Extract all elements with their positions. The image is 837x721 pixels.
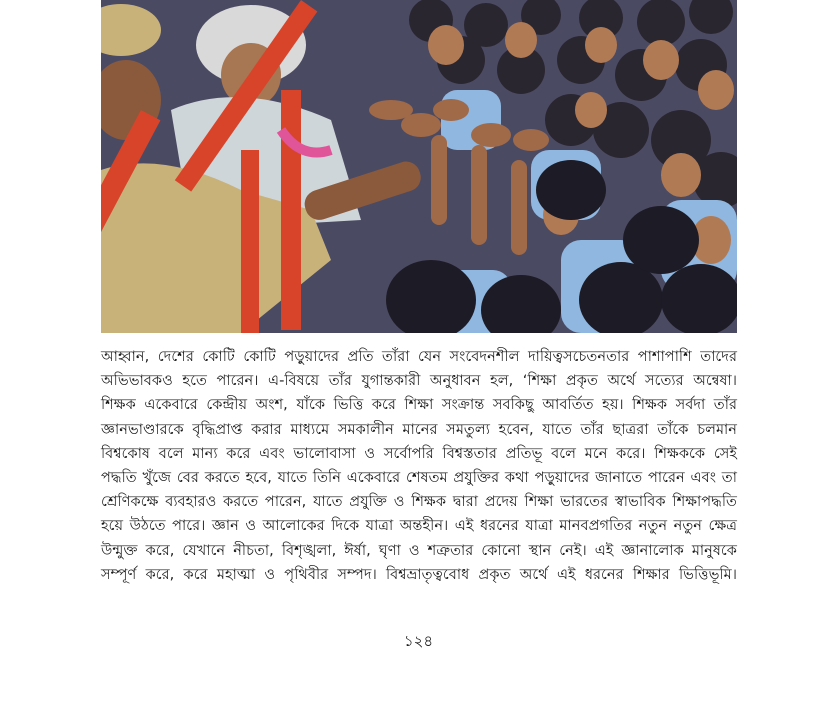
paragraph-line: উন্মুক্ত করে, যেখানে নীচতা, বিশৃঙ্খলা, ঈর্ষা, ঘৃণা ও শত্রুতার কোনো স্থান নেই। এই জ্ঞানালোক মানুষকে <box>101 541 737 559</box>
paragraph-line: শ্রেণিকক্ষে ব্যবহারও করতে পারেন, যাতে প্রযুক্তি ও শিক্ষক দ্বারা প্রদেয় শিক্ষা ভারতের স্বাভাবিক শিক্ষাপদ্ধতি <box>101 493 737 511</box>
paragraph-line: অভিভাবকও হতে পারেন। এ-বিষয়ে তাঁর যুগান্তকারী অনুধাবন হল, ‘শিক্ষা প্রকৃত অর্থে সত্যের অন্বেষা। <box>101 372 737 390</box>
photo-illustration <box>101 0 737 333</box>
paragraph-line: আহ্বান, দেশের কোটি কোটি পড়ুয়াদের প্রতি তাঁরা যেন সংবেদনশীল দায়িত্বসচেতনতার পাশাপাশি তাদের <box>101 348 737 365</box>
paragraph-line: হয়ে উঠতে পারে। জ্ঞান ও আলোকের দিকে যাত্রা অন্তহীন। এই ধরনের যাত্রা মানবপ্রগতির নতুন নতুন ক্ষেত্র <box>101 517 737 535</box>
paragraph-line: সম্পূর্ণ করে, করে মহাত্মা ও পৃথিবীর সম্পদ। বিশ্বভ্রাতৃত্ববোধ প্রকৃত অর্থে এই ধরনের শিক্ষার ভিত্তিভূমি। <box>101 565 737 583</box>
paragraph-line: জ্ঞানভাণ্ডারকে বৃদ্ধিপ্রাপ্ত করার মাধ্যমে সমকালীন মানের সমতুল্য হবেন, যাতে তাঁর ছাত্ররা তাঁকে চলমান <box>101 420 737 438</box>
photo-crowd-greeting <box>101 0 737 333</box>
paragraph-line: শিক্ষক একেবারে কেন্দ্রীয় অংশ, যাঁকে ভিত্তি করে শিক্ষা সংক্রান্ত সবকিছু আবর্তিত হয়। শিক্ষক সর্বদা তাঁর <box>101 396 737 414</box>
page-number: ১২৪ <box>403 632 434 650</box>
paragraph-line: পদ্ধতি খুঁজে বের করতে হবে, যাতে তিনি একেবারে শেষতম প্রযুক্তির কথা পড়ুয়াদের জানাতে পারেন এবং তা <box>101 469 737 487</box>
paragraph-line: বিশ্বকোষ বলে মান্য করে এবং ভালোবাসা ও সর্বোপরি বিশ্বস্ততার প্রতিভূ বলে মনে করে। শিক্ষককে সেই <box>101 444 737 462</box>
body-paragraph <box>101 345 737 587</box>
